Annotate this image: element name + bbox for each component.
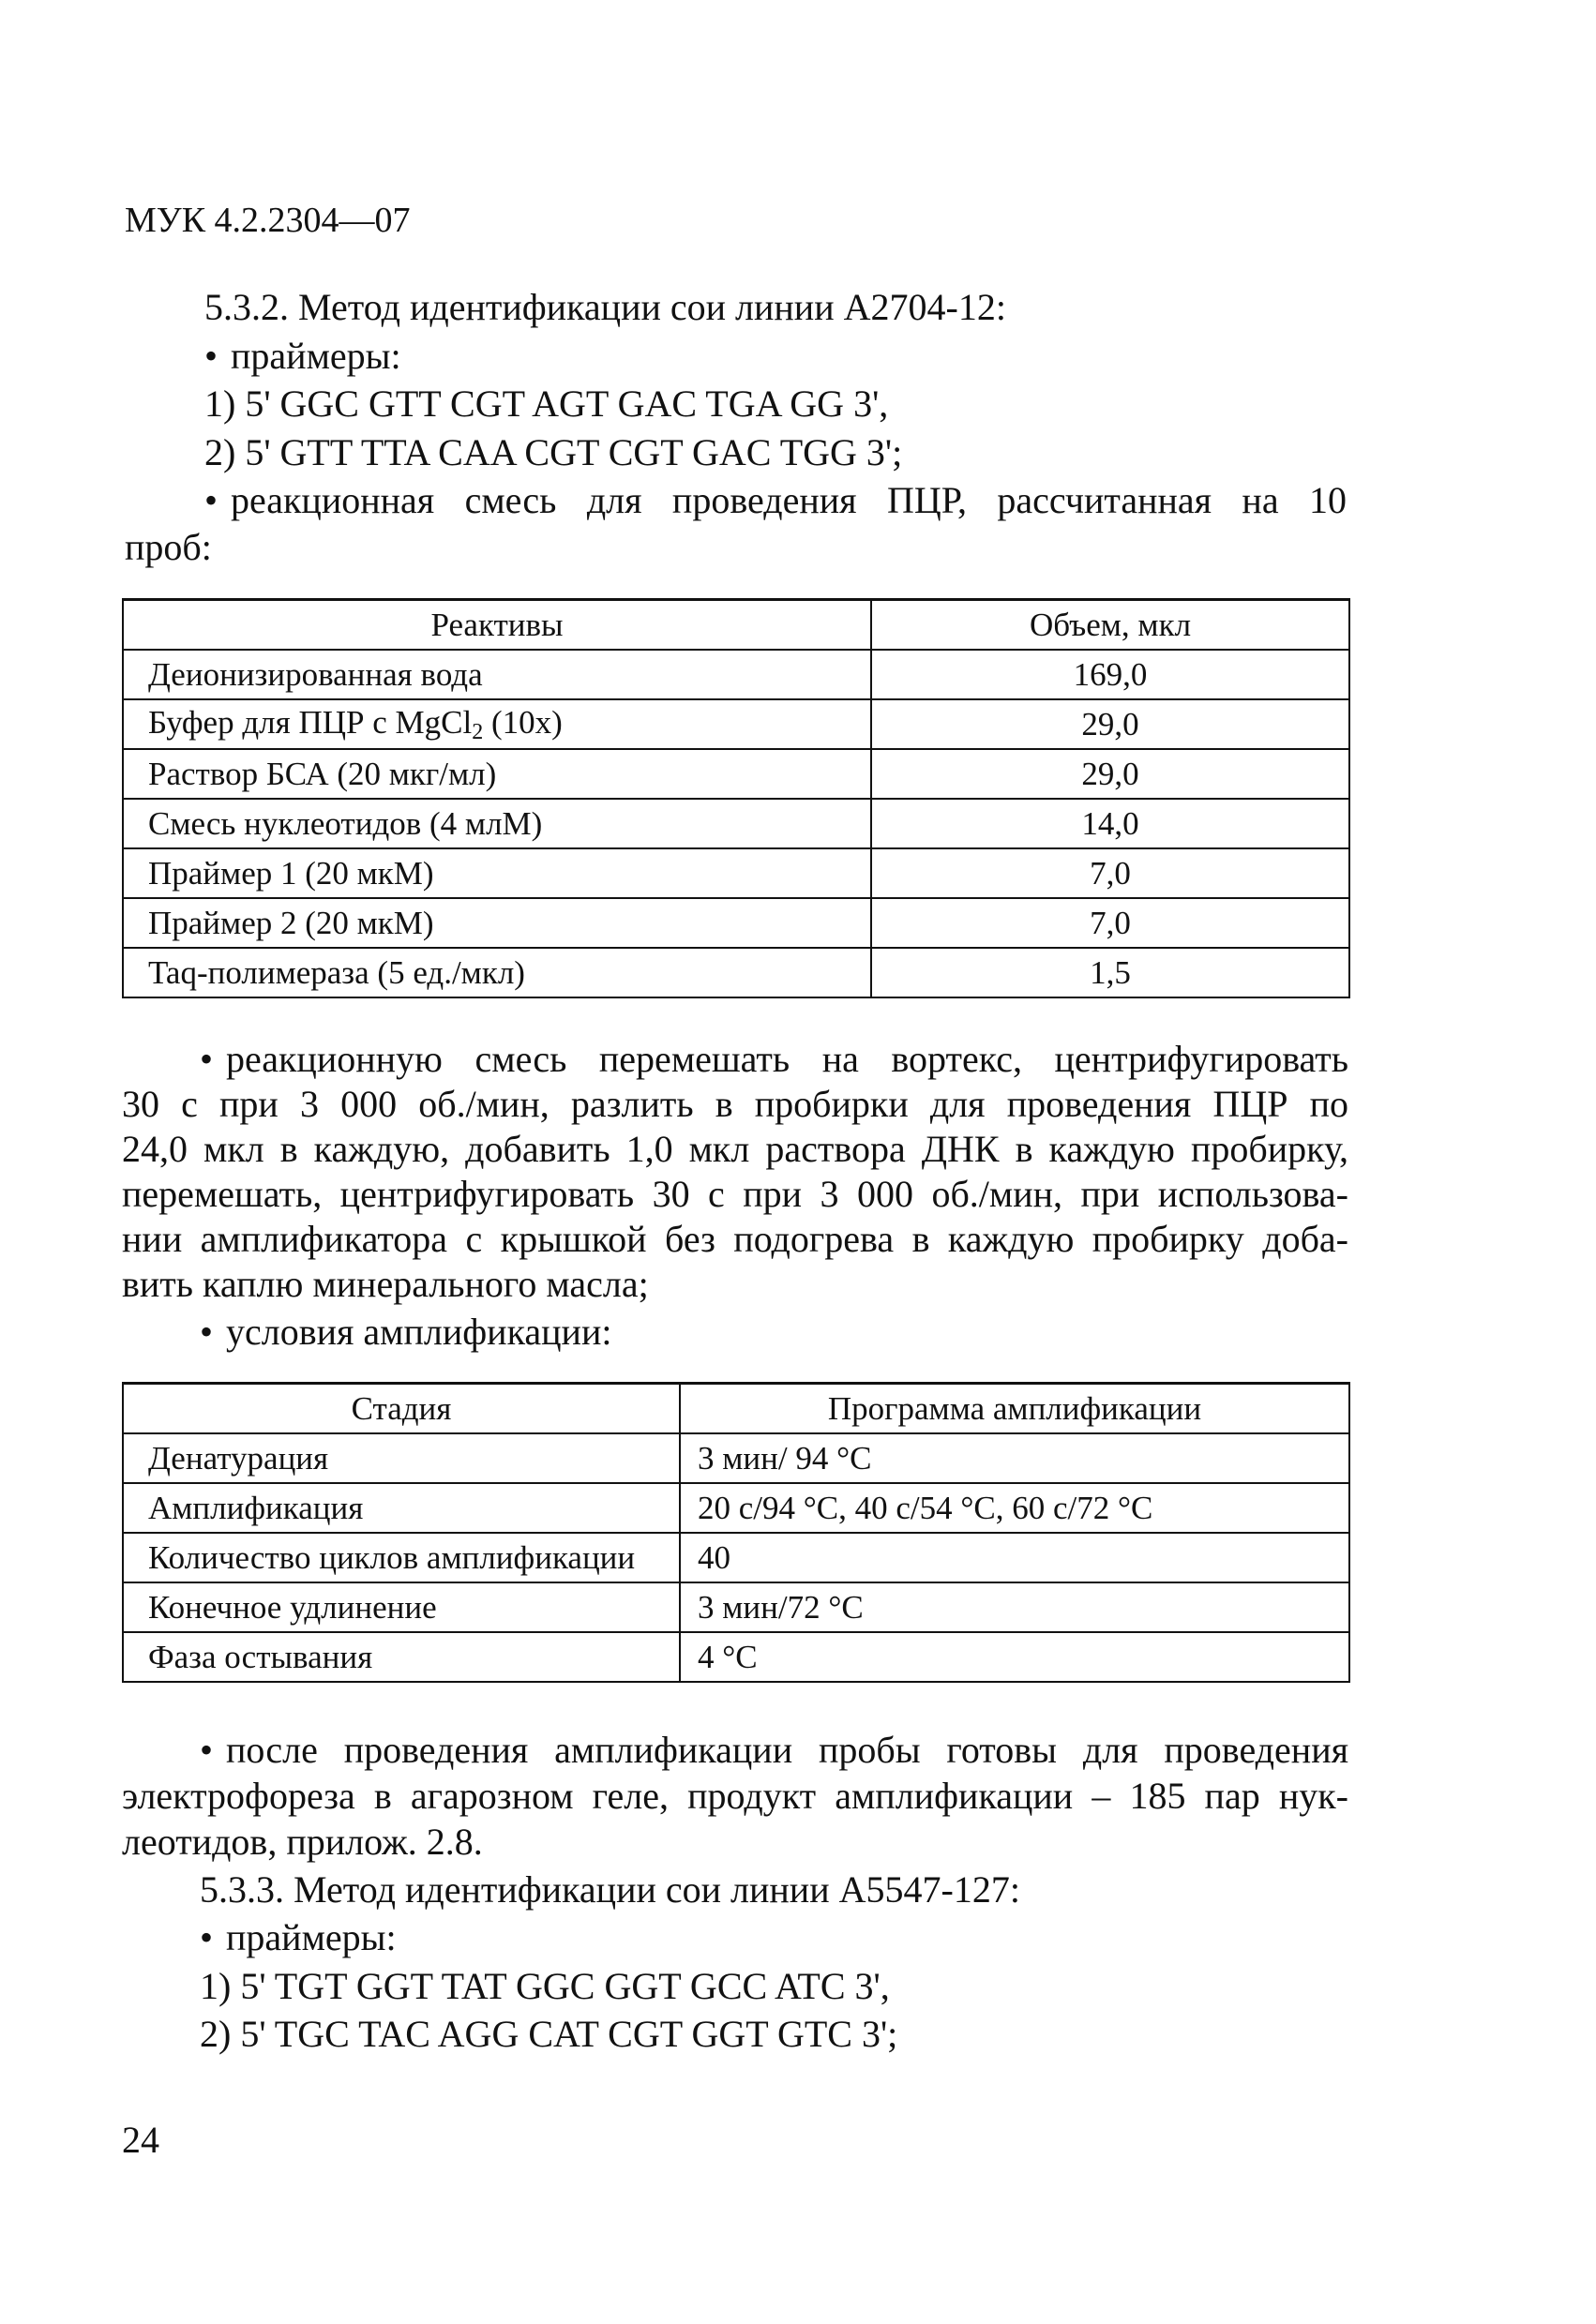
amplification-table [122, 1382, 1350, 1683]
reagent-name: Taq-полимераза (5 ед./мкл) [123, 948, 871, 997]
stage-name: Денатурация [123, 1433, 680, 1483]
table-row [123, 1582, 1349, 1632]
after-line-2: электрофореза в агарозном геле, продукт амплификации – 185 пар нук- [122, 1775, 1348, 1817]
table-row [123, 699, 1349, 749]
primer-2-532: 2) 5' GTT TTA CAA CGT CGT GAC TGG 3'; [204, 431, 903, 473]
stage-name: Количество циклов амплификации [123, 1533, 680, 1582]
table-row [123, 1632, 1349, 1682]
primers-label-533: • праймеры: [200, 1916, 397, 1958]
reagent-name: Праймер 2 (20 мкМ) [123, 898, 871, 948]
stage-program: 40 [680, 1533, 1349, 1582]
mixing-line-5: нии амплификатора с крышкой без подогрева в каждую пробирку доба- [122, 1218, 1348, 1260]
bullet-icon: • [204, 479, 218, 521]
primer-1-533: 1) 5' TGT GGT TAT GGC GGT GCC ATC 3', [200, 1965, 890, 2007]
bullet-icon: • [200, 1311, 214, 1353]
reagent-volume: 169,0 [871, 650, 1349, 699]
stage-name: Конечное удлинение [123, 1582, 680, 1632]
table-row [123, 650, 1349, 699]
table-row [123, 1483, 1349, 1533]
mixing-line-6: вить каплю минерального масла; [122, 1263, 649, 1305]
table-row [123, 848, 1349, 898]
reagent-volume: 7,0 [871, 898, 1349, 948]
mix-description-line2: проб: [125, 526, 212, 568]
table-header-row [123, 600, 1349, 651]
mixing-line-1: • реакционную смесь перемешать на вортекс, центрифугировать [200, 1038, 1348, 1080]
mix-description-line1: • реакционная смесь для проведения ПЦР, рассчитанная на 10 [204, 479, 1347, 521]
primers-label-532: • праймеры: [204, 335, 401, 377]
page-number: 24 [122, 2119, 159, 2161]
section-heading-532: 5.3.2. Метод идентификации сои линии А2704-12: [204, 286, 1006, 328]
stage-program: 3 мин/72 °С [680, 1582, 1349, 1632]
column-header-stage: Стадия [123, 1384, 680, 1434]
reagent-volume: 29,0 [871, 699, 1349, 749]
mixing-line-4: перемешать, центрифугировать 30 с при 3 000 об./мин, при использова- [122, 1173, 1348, 1215]
column-header-volume: Объем, мкл [871, 600, 1349, 651]
primer-2-533: 2) 5' TGC TAC AGG CAT CGT GGT GTC 3'; [200, 2013, 898, 2055]
stage-name: Фаза остывания [123, 1632, 680, 1682]
reagent-volume: 1,5 [871, 948, 1349, 997]
table-row [123, 749, 1349, 799]
reagent-volume: 7,0 [871, 848, 1349, 898]
reagent-name: Праймер 1 (20 мкМ) [123, 848, 871, 898]
reagents-table [122, 598, 1350, 998]
reagent-name: Смесь нуклеотидов (4 млМ) [123, 799, 871, 848]
reagent-name: Деионизированная вода [123, 650, 871, 699]
stage-program: 3 мин/ 94 °С [680, 1433, 1349, 1483]
table-row [123, 1433, 1349, 1483]
stage-program: 20 с/94 °С, 40 с/54 °С, 60 с/72 °С [680, 1483, 1349, 1533]
mixing-line-3: 24,0 мкл в каждую, добавить 1,0 мкл раствора ДНК в каждую пробирку, [122, 1128, 1348, 1170]
bullet-icon: • [200, 1916, 214, 1958]
column-header-reagents: Реактивы [123, 600, 871, 651]
bullet-icon: • [200, 1729, 214, 1771]
reagent-volume: 29,0 [871, 749, 1349, 799]
reagent-volume: 14,0 [871, 799, 1349, 848]
after-line-1: • после проведения амплификации пробы готовы для проведения [200, 1729, 1348, 1771]
table-row [123, 1533, 1349, 1582]
table-row [123, 799, 1349, 848]
reagent-name: Буфер для ПЦР с MgCl$_2$ (10х) [123, 699, 871, 749]
table-header-row [123, 1384, 1349, 1434]
stage-name: Амплификация [123, 1483, 680, 1533]
mixing-line-2: 30 с при 3 000 об./мин, разлить в пробирки для проведения ПЦР по [122, 1083, 1348, 1125]
stage-program: 4 °С [680, 1632, 1349, 1682]
reagent-name: Раствор БСА (20 мкг/мл) [123, 749, 871, 799]
table-row [123, 948, 1349, 997]
after-line-3: леотидов, прилож. 2.8. [122, 1821, 483, 1863]
primer-1-532: 1) 5' GGC GTT CGT AGT GAC TGA GG 3', [204, 382, 889, 425]
amplification-conditions-label: • условия амплификации: [200, 1311, 612, 1353]
table-row [123, 898, 1349, 948]
section-heading-533: 5.3.3. Метод идентификации сои линии А5547-127: [200, 1868, 1020, 1911]
bullet-icon: • [200, 1038, 214, 1080]
document-code: МУК 4.2.2304—07 [125, 201, 411, 240]
bullet-icon: • [204, 335, 218, 377]
column-header-program: Программа амплификации [680, 1384, 1349, 1434]
